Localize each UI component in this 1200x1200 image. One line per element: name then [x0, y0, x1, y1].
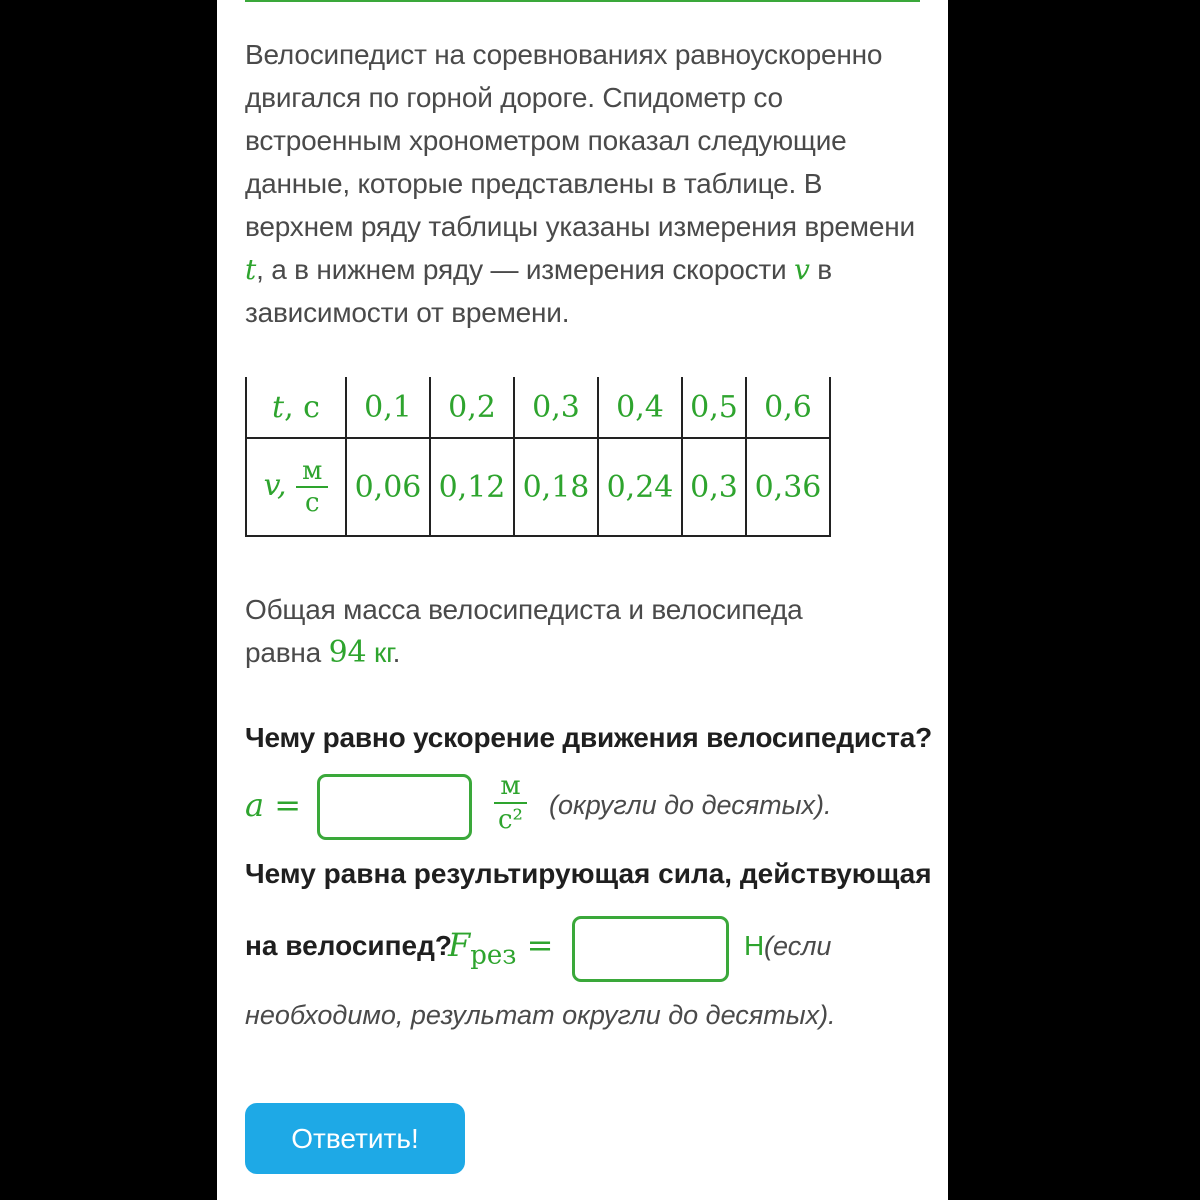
speed-cell: 0,36	[746, 438, 830, 536]
speed-cell: 0,06	[346, 438, 430, 536]
mass-statement: Общая масса велосипедиста и велосипеда равна 94 кг.	[245, 594, 803, 670]
time-variable: t	[245, 253, 257, 286]
speed-header: v, $\frac{м}{с}$	[246, 438, 346, 536]
question-force-line1: Чему равна результирующая сила, действующая	[245, 858, 932, 889]
force-answer-row	[245, 912, 935, 986]
submit-button[interactable]: Ответить!	[245, 1103, 465, 1174]
problem-text-3: в зависимости от времени.	[245, 254, 832, 328]
time-cell: 0,4	[598, 377, 682, 438]
acceleration-hint: (округли до десятых).	[549, 790, 832, 820]
force-label: $F_{рез}$ =	[448, 926, 554, 971]
question-force-line2: на велосипед?	[245, 930, 452, 961]
mass-unit: кг	[374, 637, 393, 668]
speed-unit-fraction: $\frac{м}{с}$	[296, 456, 328, 518]
speed-cell: 0,18	[514, 438, 598, 536]
force-input[interactable]	[572, 916, 729, 982]
time-cell: 0,2	[430, 377, 514, 438]
speed-cell: 0,3	[682, 438, 746, 536]
problem-text-1: Велосипедист на соревнованиях равноускоренно двигался по горной дороге. Спидометр со встроенным хронометром показал следующие данные, которые представлены в таблице. В верхнем ряду таблицы указаны измерения времени	[245, 39, 915, 242]
force-hint-1: (если	[764, 931, 832, 961]
problem-text-2: , а в нижнем ряду — измерения скорости	[256, 254, 795, 285]
top-divider	[245, 0, 920, 2]
speed-cell: 0,24	[598, 438, 682, 536]
time-cell: 0,3	[514, 377, 598, 438]
acceleration-answer-row	[245, 768, 935, 848]
time-cell: 0,1	[346, 377, 430, 438]
force-unit: Н	[744, 930, 765, 961]
mass-value: 94	[328, 635, 367, 670]
speed-row	[246, 438, 830, 536]
acceleration-label: a =	[245, 786, 302, 824]
force-hint-2: необходимо, результат округли до десятых).	[245, 1000, 836, 1030]
acceleration-unit: м с²	[494, 770, 527, 836]
time-cell: 0,5	[682, 377, 746, 438]
problem-statement	[245, 33, 935, 334]
time-row	[246, 377, 830, 438]
mass-text: Общая масса велосипедиста и велосипеда равна	[245, 594, 803, 668]
speed-variable: v	[794, 253, 810, 286]
time-header: t, с	[246, 377, 346, 438]
time-cell: 0,6	[746, 377, 830, 438]
question-acceleration: Чему равно ускорение движения велосипедиста?	[245, 722, 933, 753]
speed-cell: 0,12	[430, 438, 514, 536]
measurements-table	[245, 377, 831, 537]
task-sheet	[217, 0, 948, 1200]
acceleration-input[interactable]	[317, 774, 472, 840]
